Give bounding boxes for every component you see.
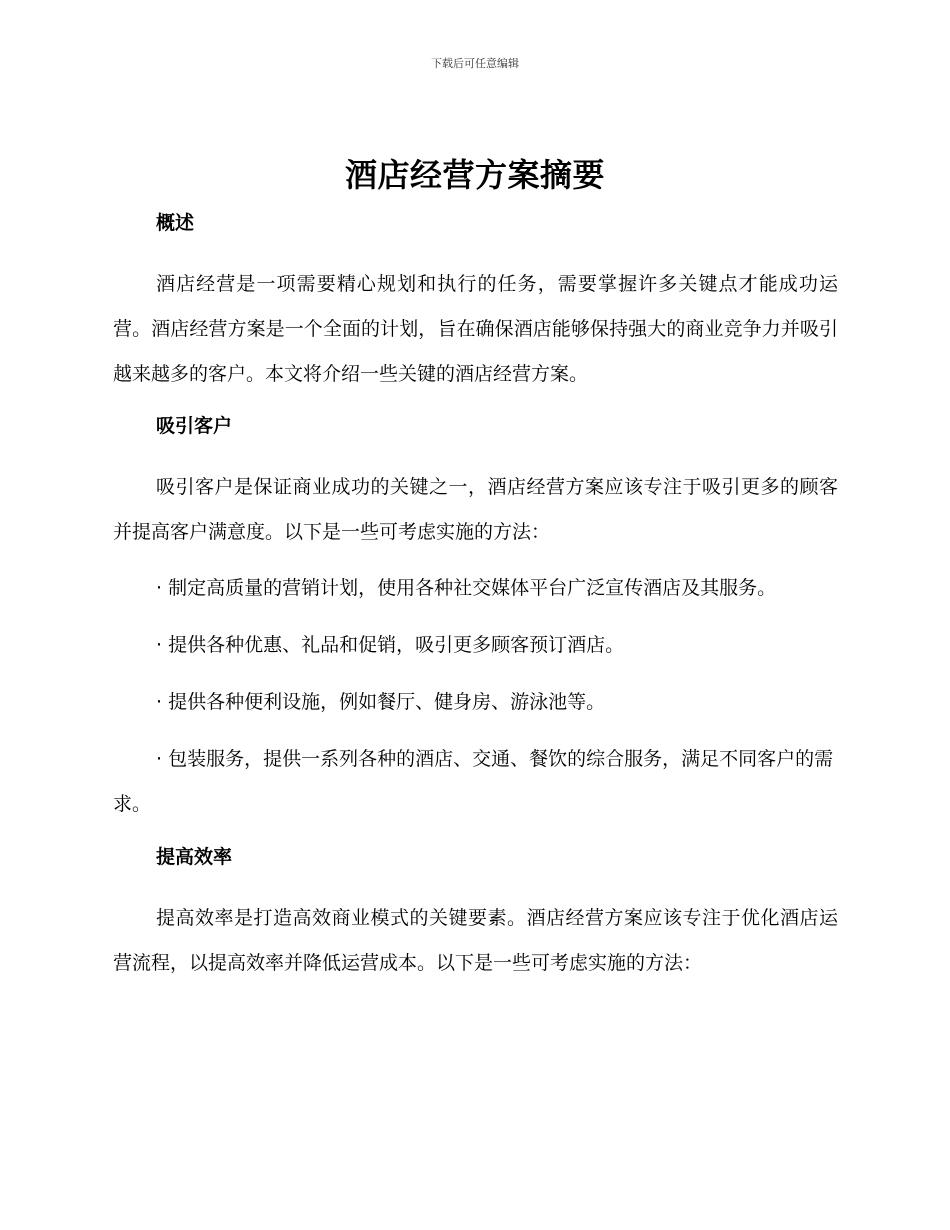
bullet-item: · 提供各种便利设施，例如餐厅、健身房、游泳池等。 bbox=[156, 691, 606, 713]
section-heading-overview: 概述 bbox=[156, 212, 195, 234]
bullet-item: · 制定高质量的营销计划，使用各种社交媒体平台广泛宣传酒店及其服务。 bbox=[156, 577, 777, 599]
section-heading-attract-customers: 吸引客户 bbox=[156, 415, 233, 437]
section-heading-improve-efficiency: 提高效率 bbox=[156, 846, 233, 868]
paragraph: 提高效率是打造高效商业模式的关键要素。酒店经营方案应该专注于优化酒店运营流程，以提高效率并降低运营成本。以下是一些可考虑实施的方法： bbox=[113, 907, 838, 974]
header-note: 下载后可任意编辑 bbox=[431, 57, 519, 70]
document-title: 酒店经营方案摘要 bbox=[344, 156, 605, 194]
paragraph: 吸引客户是保证商业成功的关键之一，酒店经营方案应该专注于吸引更多的顾客并提高客户满意度。以下是一些可考虑实施的方法： bbox=[113, 476, 838, 543]
paragraph: 酒店经营是一项需要精心规划和执行的任务，需要掌握许多关键点才能成功运营。酒店经营方案是一个全面的计划，旨在确保酒店能够保持强大的商业竞争力并吸引越来越多的客户。本文将介绍一些关键的酒店经营方案。 bbox=[113, 273, 838, 385]
bullet-item: · 包装服务，提供一系列各种的酒店、交通、餐饮的综合服务，满足不同客户的需求。 bbox=[113, 748, 834, 815]
bullet-item: · 提供各种优惠、礼品和促销，吸引更多顾客预订酒店。 bbox=[156, 634, 625, 656]
document-body bbox=[113, 205, 838, 997]
